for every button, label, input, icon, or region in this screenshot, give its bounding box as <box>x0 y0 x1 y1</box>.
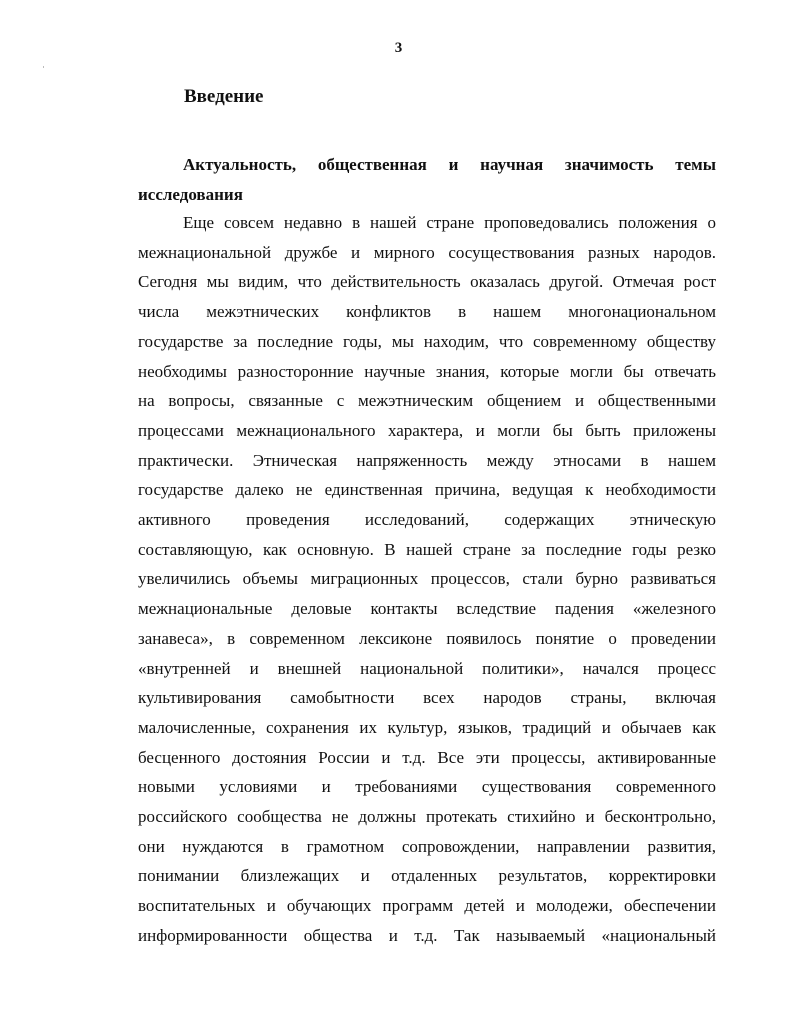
paragraph-line: понимании близлежащих и отдаленных результатов, корректировки <box>138 866 716 886</box>
paragraph-line: межнациональные деловые контакты вследствие падения «железного <box>138 599 716 619</box>
paragraph-line: межнациональной дружбе и мирного сосуществования разных народов. <box>138 242 716 262</box>
paragraph-line: составляющую, как основную. В нашей стране за последние годы резко <box>138 539 716 559</box>
paragraph-line: бесценного достояния России и т.д. Все эти процессы, активированные <box>138 747 716 767</box>
section-heading: Введение <box>184 86 264 107</box>
paragraph-line: процессами межнационального характера, и могли бы быть приложены <box>138 420 716 440</box>
paragraph-line: необходимы разносторонние научные знания, которые могли бы отвечать <box>138 361 716 381</box>
paragraph-line: информированности общества и т.д. Так называемый «национальный <box>138 925 716 945</box>
paragraph-line: культивирования самобытности всех народов страны, включая <box>138 688 716 708</box>
paragraph-line: «внутренней и внешней национальной политики», начался процесс <box>138 658 716 678</box>
subsection-heading <box>138 150 716 210</box>
body-paragraph <box>138 208 716 951</box>
subsection-heading-line-2: исследования <box>138 185 243 204</box>
paragraph-line: они нуждаются в грамотном сопровождении, направлении развития, <box>138 836 716 856</box>
paragraph-line: новыми условиями и требованиями существования современного <box>138 777 716 797</box>
page-number: 3 <box>394 40 403 56</box>
paragraph-line: на вопросы, связанные с межэтническим общением и общественными <box>138 391 716 411</box>
paragraph-line: Еще совсем недавно в нашей стране проповедовались положения о <box>183 213 716 232</box>
subsection-heading-line-1: Актуальность, общественная и научная значимость темы <box>183 155 716 174</box>
paragraph-line: государстве далеко не единственная причина, ведущая к необходимости <box>138 480 716 500</box>
paragraph-line: российского сообщества не должны протекать стихийно и бесконтрольно, <box>138 807 716 827</box>
paragraph-line: практически. Этническая напряженность между этносами в нашем <box>138 450 716 470</box>
paragraph-line: числа межэтнических конфликтов в нашем многонациональном <box>138 302 716 322</box>
paragraph-line: активного проведения исследований, содержащих этническую <box>138 510 716 530</box>
paragraph-line: Сегодня мы видим, что действительность оказалась другой. Отмечая рост <box>138 272 716 292</box>
paragraph-line: воспитательных и обучающих программ детей и молодежи, обеспечении <box>138 896 716 916</box>
paragraph-line: увеличились объемы миграционных процессов, стали бурно развиваться <box>138 569 716 589</box>
paragraph-line: государстве за последние годы, мы находим, что современному обществу <box>138 331 716 351</box>
paragraph-line: занавеса», в современном лексиконе появилось понятие о проведении <box>138 628 716 648</box>
paragraph-line: малочисленные, сохранения их культур, языков, традиций и обычаев как <box>138 717 716 737</box>
scan-mark <box>43 66 44 68</box>
